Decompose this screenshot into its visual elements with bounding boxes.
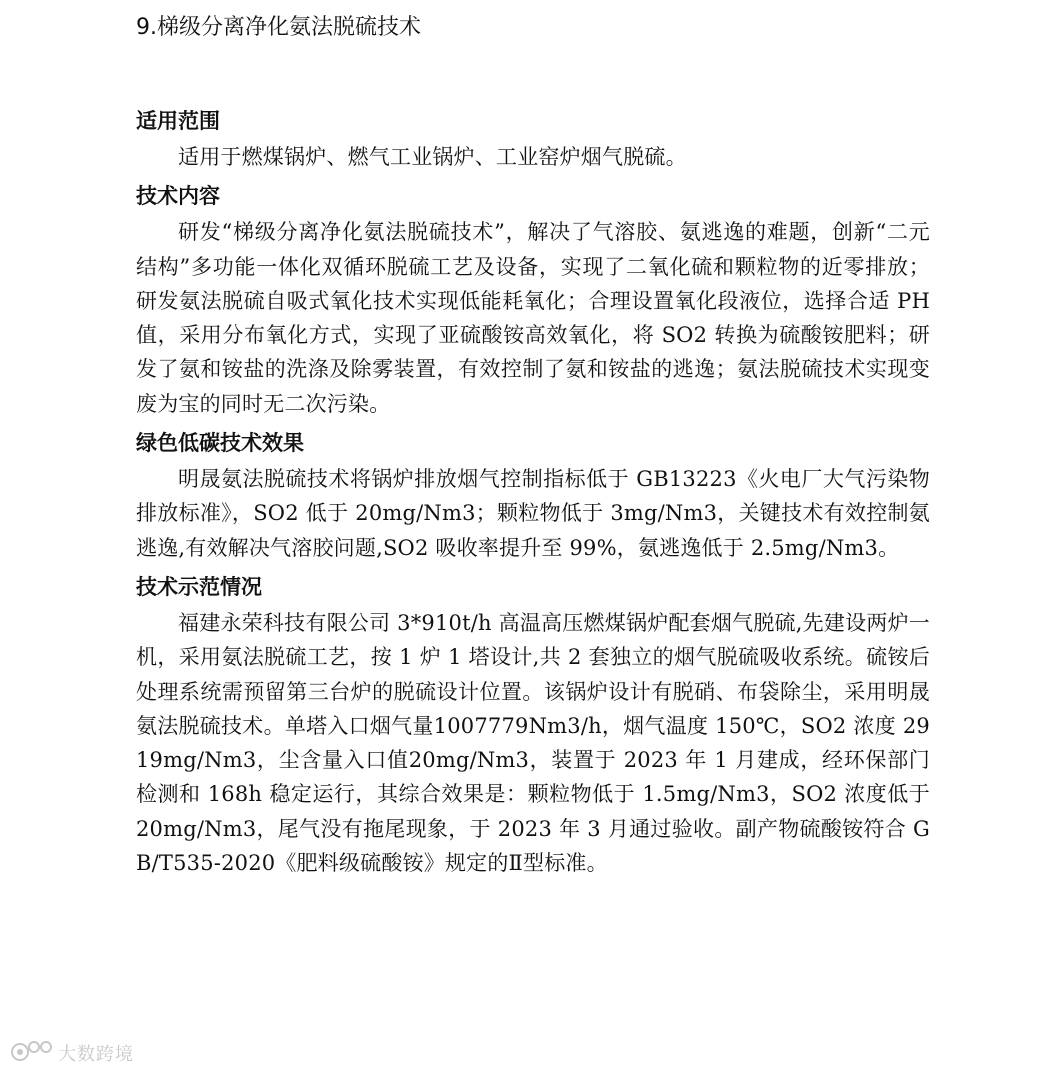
section-scope [136, 102, 930, 174]
section-body-demonstration: 福建永荣科技有限公司 3*910t/h 高温高压燃煤锅炉配套烟气脱硫,先建设两炉一机，采用氨法脱硫工艺，按 1 炉 1 塔设计,共 2 套独立的烟气脱硫吸收系统。硫铵后处理系统需预留第三台炉的脱硫设计位置。该锅炉设计有脱硝、布袋除尘，采用明晟氨法脱硫技术。单塔入口烟气量1007779Nm3/h，烟气温度 150℃，SO2 浓度 2919mg/Nm3，尘含量入口值20mg/Nm3，装置于 2023 年 1 月建成，经环保部门检测和 168h 稳定运行，其综合效果是：颗粒物低于 1.5mg/Nm3，SO2 浓度低于 20mg/Nm3，尾气没有拖尾现象，于 2023 年 3 月通过验收。副产物硫酸铵符合 GB/T535-2020《肥料级硫酸铵》规定的Ⅱ型标准。 [136, 610, 930, 876]
section-body-effect: 明晟氨法脱硫技术将锅炉排放烟气控制指标低于 GB13223《火电厂大气污染物排放标准》，SO2 低于 20mg/Nm3；颗粒物低于 3mg/Nm3，关键技术有效控制氨逃逸,有效解决气溶胶问题,SO2 吸收率提升至 99%，氨逃逸低于 2.5mg/Nm3。 [136, 467, 930, 560]
section-heading-technology: 技术内容 [136, 184, 220, 209]
watermark-text: 大数跨境 [58, 1044, 134, 1065]
watermark [10, 1039, 134, 1067]
section-heading-demonstration: 技术示范情况 [136, 574, 262, 599]
section-body-technology: 研发“梯级分离净化氨法脱硫技术”，解决了气溶胶、氨逃逸的难题，创新“二元结构”多功能一体化双循环脱硫工艺及设备，实现了二氧化硫和颗粒物的近零排放；研发氨法脱硫自吸式氧化技术实现低能耗氧化；合理设置氧化段液位，选择合适 PH 值，采用分布氧化方式，实现了亚硫酸铵高效氧化，将 SO2 转换为硫酸铵肥料；研发了氨和铵盐的洗涤及除雾装置，有效控制了氨和铵盐的逃逸；氨法脱硫技术实现变废为宝的同时无二次污染。 [136, 220, 930, 416]
document-title: 9.梯级分离净化氨法脱硫技术 [136, 15, 421, 40]
section-body-scope: 适用于燃煤锅炉、燃气工业锅炉、工业窑炉烟气脱硫。 [178, 145, 687, 169]
section-demonstration [136, 568, 930, 880]
section-effect [136, 424, 930, 565]
section-technology [136, 177, 930, 421]
document [136, 10, 930, 883]
section-heading-scope: 适用范围 [136, 109, 220, 133]
section-heading-effect: 绿色低碳技术效果 [136, 431, 304, 456]
brand-logo-icon [10, 1038, 54, 1068]
